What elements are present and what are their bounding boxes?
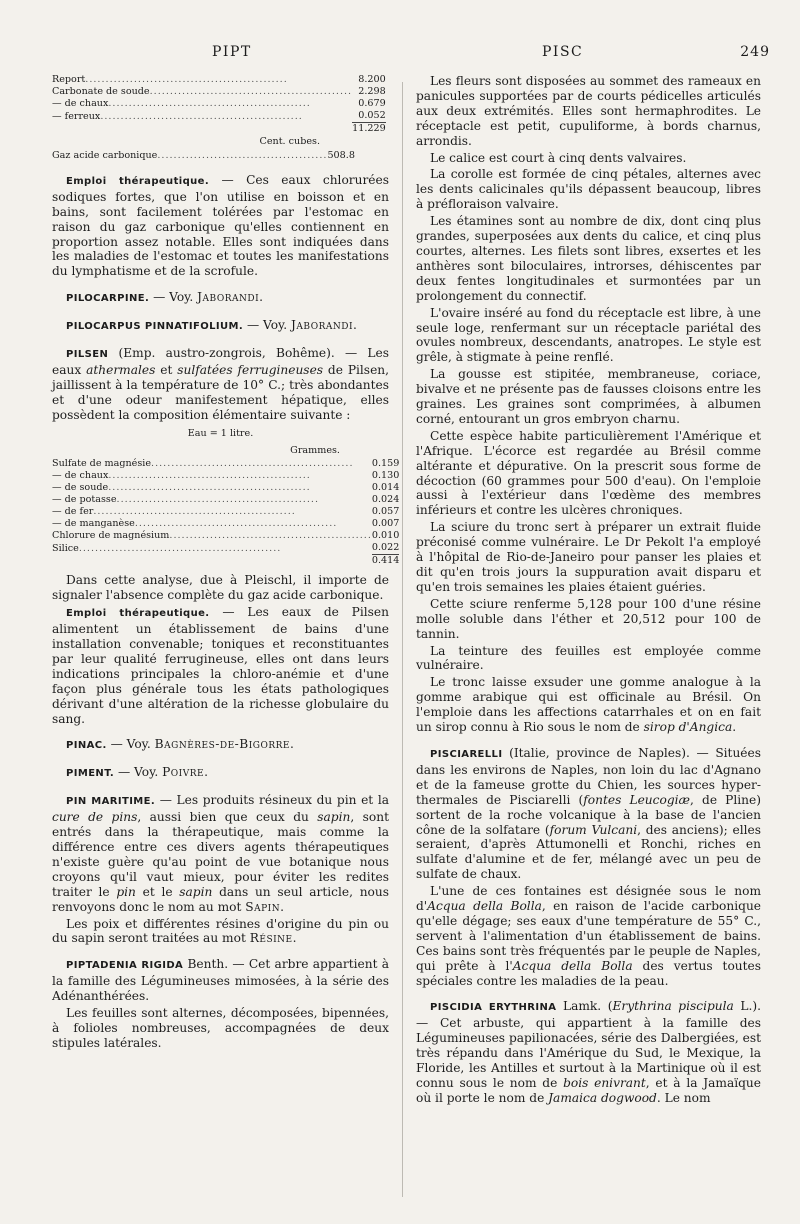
table-label — [52, 123, 352, 136]
subheading: Emploi thérapeutique. — [66, 608, 210, 620]
table-row — [52, 494, 399, 506]
table-value: 0.052 — [358, 110, 386, 121]
table-row: Gaz acide carbonique.......................................... 508.8 — [52, 149, 355, 161]
paragraph-gomme: Le tronc laisse exsuder une gomme analogue à la gomme arabique qui est officinale au Brésil. On l'emploie dans les affections catarrhales et on en fait un sirop connu à Rio sous le nom de sirop d'Angica. — [416, 675, 761, 735]
table-label: Silice.................................................. — [52, 542, 282, 554]
table-label: Sulfate de magnésie.................................................. — [52, 458, 354, 470]
table-unit: Grammes. — [290, 444, 340, 456]
table-value: 0.159 — [371, 458, 400, 470]
running-head-left: PIPT — [212, 44, 252, 60]
headword: PIMENT. — [66, 768, 115, 780]
paragraph-calice: Le calice est court à cinq dents valvaires. — [430, 150, 687, 165]
headword: PILOCARPUS PINNATIFOLIUM. — [66, 321, 244, 333]
entry-pinac: PINAC. — Voy. Bagnères-de-Bigorre. — [66, 737, 294, 752]
table-row — [52, 110, 386, 123]
entry-piscidia: PISCIDIA ERYTHRINA Lamk. (Erythrina piscipula L.). — Cet arbuste, qui appartient à la famille des Légumineuses papilionacées, série des Dalbergiées, est très répandu dans l'Amérique du Sud, le Mexique, la Floride, les Antilles et surtout à la Martinique où il est connu sous le nom de bois enivrant, et à la Jamaïque où il porte le nom de Jamaica dogwood. Le nom — [416, 999, 761, 1105]
entry-pilsen: PILSEN (Emp. austro-zongrois, Bohême). — Les eaux athermales et sulfatées ferrugineuses de Pilsen, jaillissent à la température de 10° C.; très abondantes et d'une odeur manifestement hépatique, elles possèdent la composition élémentaire suivante : — [52, 346, 390, 422]
page-number: 249 — [740, 44, 770, 60]
headword: PISCIARELLI — [430, 748, 503, 760]
table-label: — de soude.................................................. — [52, 482, 311, 494]
table-label: — de chaux.................................................. — [52, 470, 311, 482]
entry-pilocarpus: PILOCARPUS PINNATIFOLIUM. — Voy. Jaborandi. — [66, 318, 357, 333]
cross-reference: Résine — [249, 931, 293, 946]
paragraph-teinture: La teinture des feuilles est employée comme vulnéraire. — [416, 643, 761, 673]
table-value: 0.024 — [371, 494, 400, 506]
entry-pilocarpine: PILOCARPINE. — Voy. Jaborandi. — [66, 290, 264, 305]
cross-reference: Poivre — [162, 765, 205, 780]
table-label: Report.................................................. — [52, 74, 288, 85]
composition-table-continued — [52, 74, 386, 135]
pilsen-composition-table — [52, 458, 399, 567]
table-value: 0.014 — [371, 482, 400, 494]
paragraph-acqua-della-bolla: L'une de ces fontaines est désignée sous le nom d'Acqua della Bolla, en raison de l'acide carbonique qu'elle dégage; ses eaux d'une température de 55° C., servent à l'alimentation d'un établissement de bains. Ces bains sont très fréquentés par le peuple de Naples, qui prête à l'Acqua della Bolla des vertus toutes spéciales contre les maladies de la peau. — [416, 884, 762, 988]
table-row — [52, 74, 386, 86]
table-label: — de fer.................................................. — [52, 506, 296, 518]
headword: PISCIDIA ERYTHRINA — [430, 1002, 557, 1014]
paragraph-emploi-therapeutique-pilsen: Emploi thérapeutique. — Les eaux de Pilsen alimentent un établissement de bains d'une installation convenable; toniques et reconstituantes par leur qualité ferrugineuse, elles ont dans leurs indications principales la chloro-anémie et d'une façon plus générale tous les états pathologiques dérivant d'une altération de la richesse globulaire du sang. — [52, 605, 389, 726]
headword: PILOCARPINE. — [66, 293, 150, 305]
table-row — [52, 98, 386, 110]
table-value: 2.298 — [358, 86, 386, 97]
table-row — [52, 482, 399, 494]
headword: PILSEN — [66, 349, 109, 361]
right-column — [416, 74, 761, 1108]
table-label: — de potasse.................................................. — [52, 494, 320, 506]
headword: PINAC. — [66, 740, 107, 752]
table-caption: Eau = 1 litre. — [187, 427, 254, 439]
table-label: — ferreux.................................................. — [52, 110, 303, 122]
paragraph-fleurs: Les fleurs sont disposées au sommet des rameaux en panicules supportées par de courts pédicelles articulés aux deux extrémités. Elles sont hermaphrodites. Le réceptacle est petit, cupuliforme, à bords charnus, arrondis. — [416, 74, 761, 148]
table-row — [52, 530, 399, 542]
paragraph-feuilles: Les feuilles sont alternes, décomposées, bipennées, à folioles nombreuses, accompagnées de deux stipules latérales. — [52, 1006, 389, 1050]
headword: PIPTADENIA RIGIDA — [66, 960, 184, 972]
table-value: 508.8 — [327, 149, 355, 161]
table-label: — de manganèse.................................................. — [52, 518, 338, 530]
table-value: 11.229 — [352, 123, 386, 134]
cross-reference: Sapin — [245, 899, 281, 914]
table-value: 0.007 — [371, 518, 400, 530]
paragraph-gousse: La gousse est stipitée, membraneuse, coriace, bivalve et ne présente pas de fausses cloisons entre les graines. Les graines sont comprimées, à albumen corné, entourant un gros embryon charnu. — [416, 367, 761, 426]
paragraph-poix: Les poix et différentes résines d'origine du pin ou du sapin seront traitées au mot Résine. — [52, 916, 389, 946]
cross-reference: Jaborandi — [291, 318, 354, 333]
table-label — [52, 555, 372, 568]
paragraph-analyse: Dans cette analyse, due à Pleischl, il importe de signaler l'absence complète du gaz acide carbonique. — [52, 573, 389, 603]
subheading: Emploi thérapeutique. — [66, 175, 210, 187]
table-label: Chlorure de magnésium.................................................. — [52, 530, 372, 542]
table-row — [52, 458, 399, 470]
left-column — [52, 74, 400, 1053]
table-value: 0.022 — [371, 542, 400, 554]
entry-piptadenia: PIPTADENIA RIGIDA Benth. — Cet arbre appartient à la famille des Légumineuses mimosées, à la série des Adénanthérées. — [52, 957, 390, 1004]
table-row — [52, 518, 399, 530]
table-row — [52, 555, 399, 568]
table-label: — de chaux.................................................. — [52, 98, 311, 109]
table-row — [52, 86, 386, 98]
table-value: 8.200 — [358, 74, 386, 85]
table-unit: Cent. cubes. — [259, 136, 320, 147]
paragraph-corolle: La corolle est formée de cinq pétales, alternes avec les dents calicinales qu'ils dépassent beaucoup, libres à préfloraison valvaire. — [416, 167, 761, 212]
paragraph-ovaire: L'ovaire inséré au fond du réceptacle est libre, à une seule loge, renfermant sur un réceptacle pariétal des ovules nombreux, descendants, anatropes. Le style est grêle, à stigmate à peine renflé. — [416, 305, 761, 365]
paragraph-habitat: Cette espèce habite particulièrement l'Amérique et l'Afrique. L'écorce est regardée au Brésil comme altérante et dépurative. On la prescrit sous forme de décoction (60 grammes pour 500 d'eau). On l'emploie aussi à l'extérieur dans l'œdème des membres inférieurs et contre les ulcères chroniques. — [416, 428, 761, 518]
entry-piment: PIMENT. — Voy. Poivre. — [66, 765, 208, 780]
table-label: Carbonate de soude.................................................. — [52, 86, 353, 97]
table-value: 0.010 — [371, 530, 400, 542]
entry-pisciarelli: PISCIARELLI (Italie, province de Naples). — Situées dans les environs de Naples, non loin du lac d'Agnano et de la fameuse grotte du Chien, les sources hyper-thermales de Pisciarelli (fontes Leucogiæ, de Pline) sortent de la roche volcanique à la base de l'ancien cône de la solfatare (forum Vulcani, des anciens); elles seraient, d'après Attumonelli et Ronchi, riches en sulfate d'alumine et de fer, mélangé avec un peu de sulfate de chaux. — [416, 745, 762, 882]
column-divider — [402, 82, 403, 1197]
cross-reference: Jaborandi — [197, 290, 260, 305]
table-row — [52, 470, 399, 482]
table-value: 0.679 — [358, 98, 386, 109]
running-head-right: PISC — [542, 44, 584, 60]
table-value: 0.130 — [371, 470, 400, 482]
entry-pin-maritime: PIN MARITIME. — Les produits résineux du pin et la cure de pins, aussi bien que ceux du sapin, sont entrés dans la thérapeutique, mais comme la différence entre ces divers agents thérapeutiques n'existe guère qu'au point de vue botanique nous croyons qu'il vaut mieux, pour éviter les redites traiter le pin et le sapin dans un seul article, nous renvoyons donc le nom au mot Sapin. — [52, 793, 389, 914]
paragraph-emploi-therapeutique: Emploi thérapeutique. — Ces eaux chlorurées sodiques fortes, que l'on utilise en boisson et en bains, sont facilement tolérées par l'estomac en raison du gaz carbonique qu'elles contiennent en proportion assez notable. Elles sont indiquées dans les maladies de l'estomac et toutes les manifestations du lymphatisme et de la scrofule. — [52, 172, 389, 279]
gas-table — [52, 150, 355, 162]
table-row — [52, 506, 399, 518]
table-row — [52, 542, 399, 555]
cross-reference: Bagnères-de-Bigorre — [154, 737, 290, 752]
paragraph-resine: Cette sciure renferme 5,128 pour 100 d'une résine molle soluble dans l'éther et 20,512 pour 100 de tannin. — [416, 596, 761, 641]
paragraph-etamines: Les étamines sont au nombre de dix, dont cinq plus grandes, superposées aux dents du calice, et cinq plus courtes, alternes. Les filets sont libres, exsertes et les anthères sont biloculaires, introrses, déhiscentes par deux fentes longitudinales et surmontées par un prolongement du connectif. — [416, 214, 761, 303]
headword: PIN MARITIME. — [66, 796, 156, 808]
table-row — [52, 123, 386, 136]
table-value: 0.057 — [371, 506, 400, 518]
table-value: 0.414 — [371, 555, 400, 567]
paragraph-sciure: La sciure du tronc sert à préparer un extrait fluide préconisé comme vulnéraire. Le Dr Pekolt l'a employé à l'hôpital de Rio-de-Janeiro pour panser les plaies et dit qu'en trois jours la suppuration avait disparu et qu'en trois semaines les plaies étaient guéries. — [416, 520, 761, 594]
